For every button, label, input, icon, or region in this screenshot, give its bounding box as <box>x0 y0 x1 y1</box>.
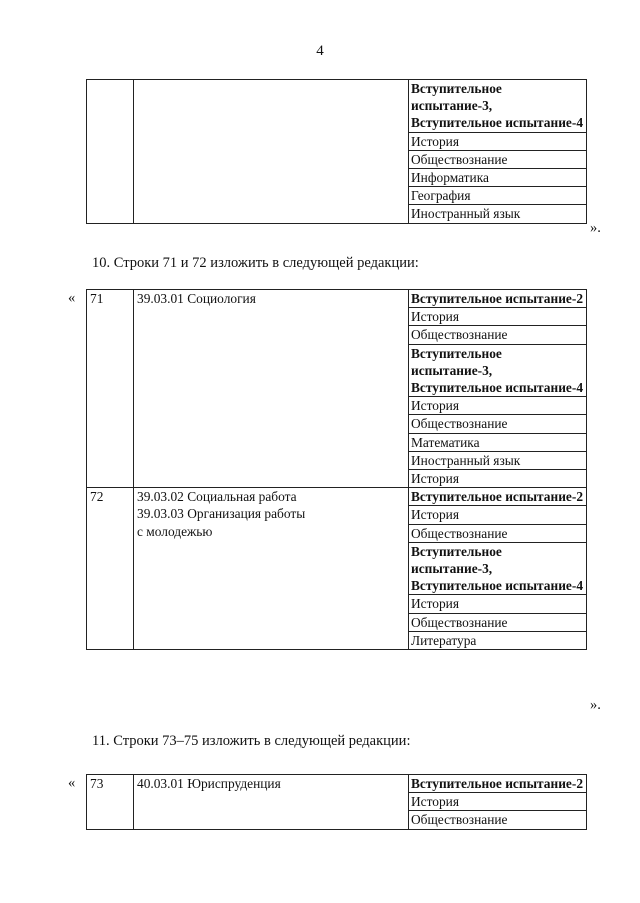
subject-item: История <box>409 594 586 612</box>
program-cell <box>134 290 409 488</box>
subject-item: Иностранный язык <box>409 451 586 469</box>
row-number: 72 <box>87 488 134 650</box>
program-name: 39.03.02 Социальная работа <box>137 489 297 505</box>
subjects-list <box>409 488 586 649</box>
exam-group-heading: Вступительное испытание-2 <box>411 489 584 505</box>
exam-group-heading: Вступительное испытание-2 <box>411 291 584 306</box>
subject-item: Математика <box>409 433 586 451</box>
subject-item: История <box>409 307 586 325</box>
paragraph-11: 11. Строки 73–75 изложить в следующей редакции: <box>92 733 411 749</box>
row-number: 73 <box>87 775 134 830</box>
row-number: 71 <box>87 290 134 488</box>
subjects-cell <box>409 775 587 830</box>
subject-item: История <box>409 469 586 487</box>
subjects-cell <box>409 80 587 224</box>
program-name: 39.03.03 Организация работы <box>137 506 306 522</box>
table-rows-71-72 <box>86 289 587 650</box>
program-cell <box>134 488 409 650</box>
table-row <box>87 488 587 650</box>
subjects-list <box>409 290 586 487</box>
table-continuation <box>86 79 587 224</box>
table-row <box>87 290 587 488</box>
closing-quote: ». <box>590 220 601 236</box>
subject-item: Обществознание <box>409 325 586 343</box>
program-cell <box>134 80 409 224</box>
subjects-cell <box>409 290 587 488</box>
table-row <box>87 80 587 224</box>
exam-group-heading: Вступительное испытание-3, Вступительное испытание-4 <box>409 344 586 397</box>
program-cell <box>134 775 409 830</box>
program-name: с молодежью <box>137 523 213 539</box>
exam-group-heading: Вступительное испытание-2 <box>411 776 584 791</box>
subject-item: Обществознание <box>409 150 586 168</box>
row-number-cell <box>87 80 134 224</box>
subjects-list <box>409 775 586 829</box>
subject-item: Обществознание <box>409 414 586 432</box>
exam-group-heading: Вступительное испытание-3, Вступительное испытание-4 <box>411 81 584 131</box>
program-name: 39.03.01 Социология <box>137 291 256 306</box>
paragraph-10: 10. Строки 71 и 72 изложить в следующей редакции: <box>92 255 419 271</box>
opening-quote: « <box>68 290 76 306</box>
subject-item: Обществознание <box>409 810 586 828</box>
subject-item: Обществознание <box>409 524 586 542</box>
subject-item: Иностранный язык <box>409 204 586 222</box>
subject-item: История <box>409 396 586 414</box>
program-name: 40.03.01 Юриспруденция <box>137 776 281 791</box>
subject-item: История <box>409 505 586 523</box>
exam-group-heading: Вступительное испытание-3, Вступительное испытание-4 <box>409 542 586 595</box>
table-row <box>87 775 587 830</box>
subjects-cell <box>409 488 587 650</box>
closing-quote: ». <box>590 697 601 713</box>
subject-item: Информатика <box>409 168 586 186</box>
subjects-list <box>409 80 586 223</box>
subject-item: География <box>409 186 586 204</box>
subject-item: История <box>409 132 586 150</box>
subject-item: История <box>409 792 586 810</box>
subject-item: Литература <box>409 631 586 649</box>
subject-item: Обществознание <box>409 613 586 631</box>
opening-quote: « <box>68 775 76 791</box>
page-number: 4 <box>316 43 324 59</box>
table-rows-73-75 <box>86 774 587 830</box>
